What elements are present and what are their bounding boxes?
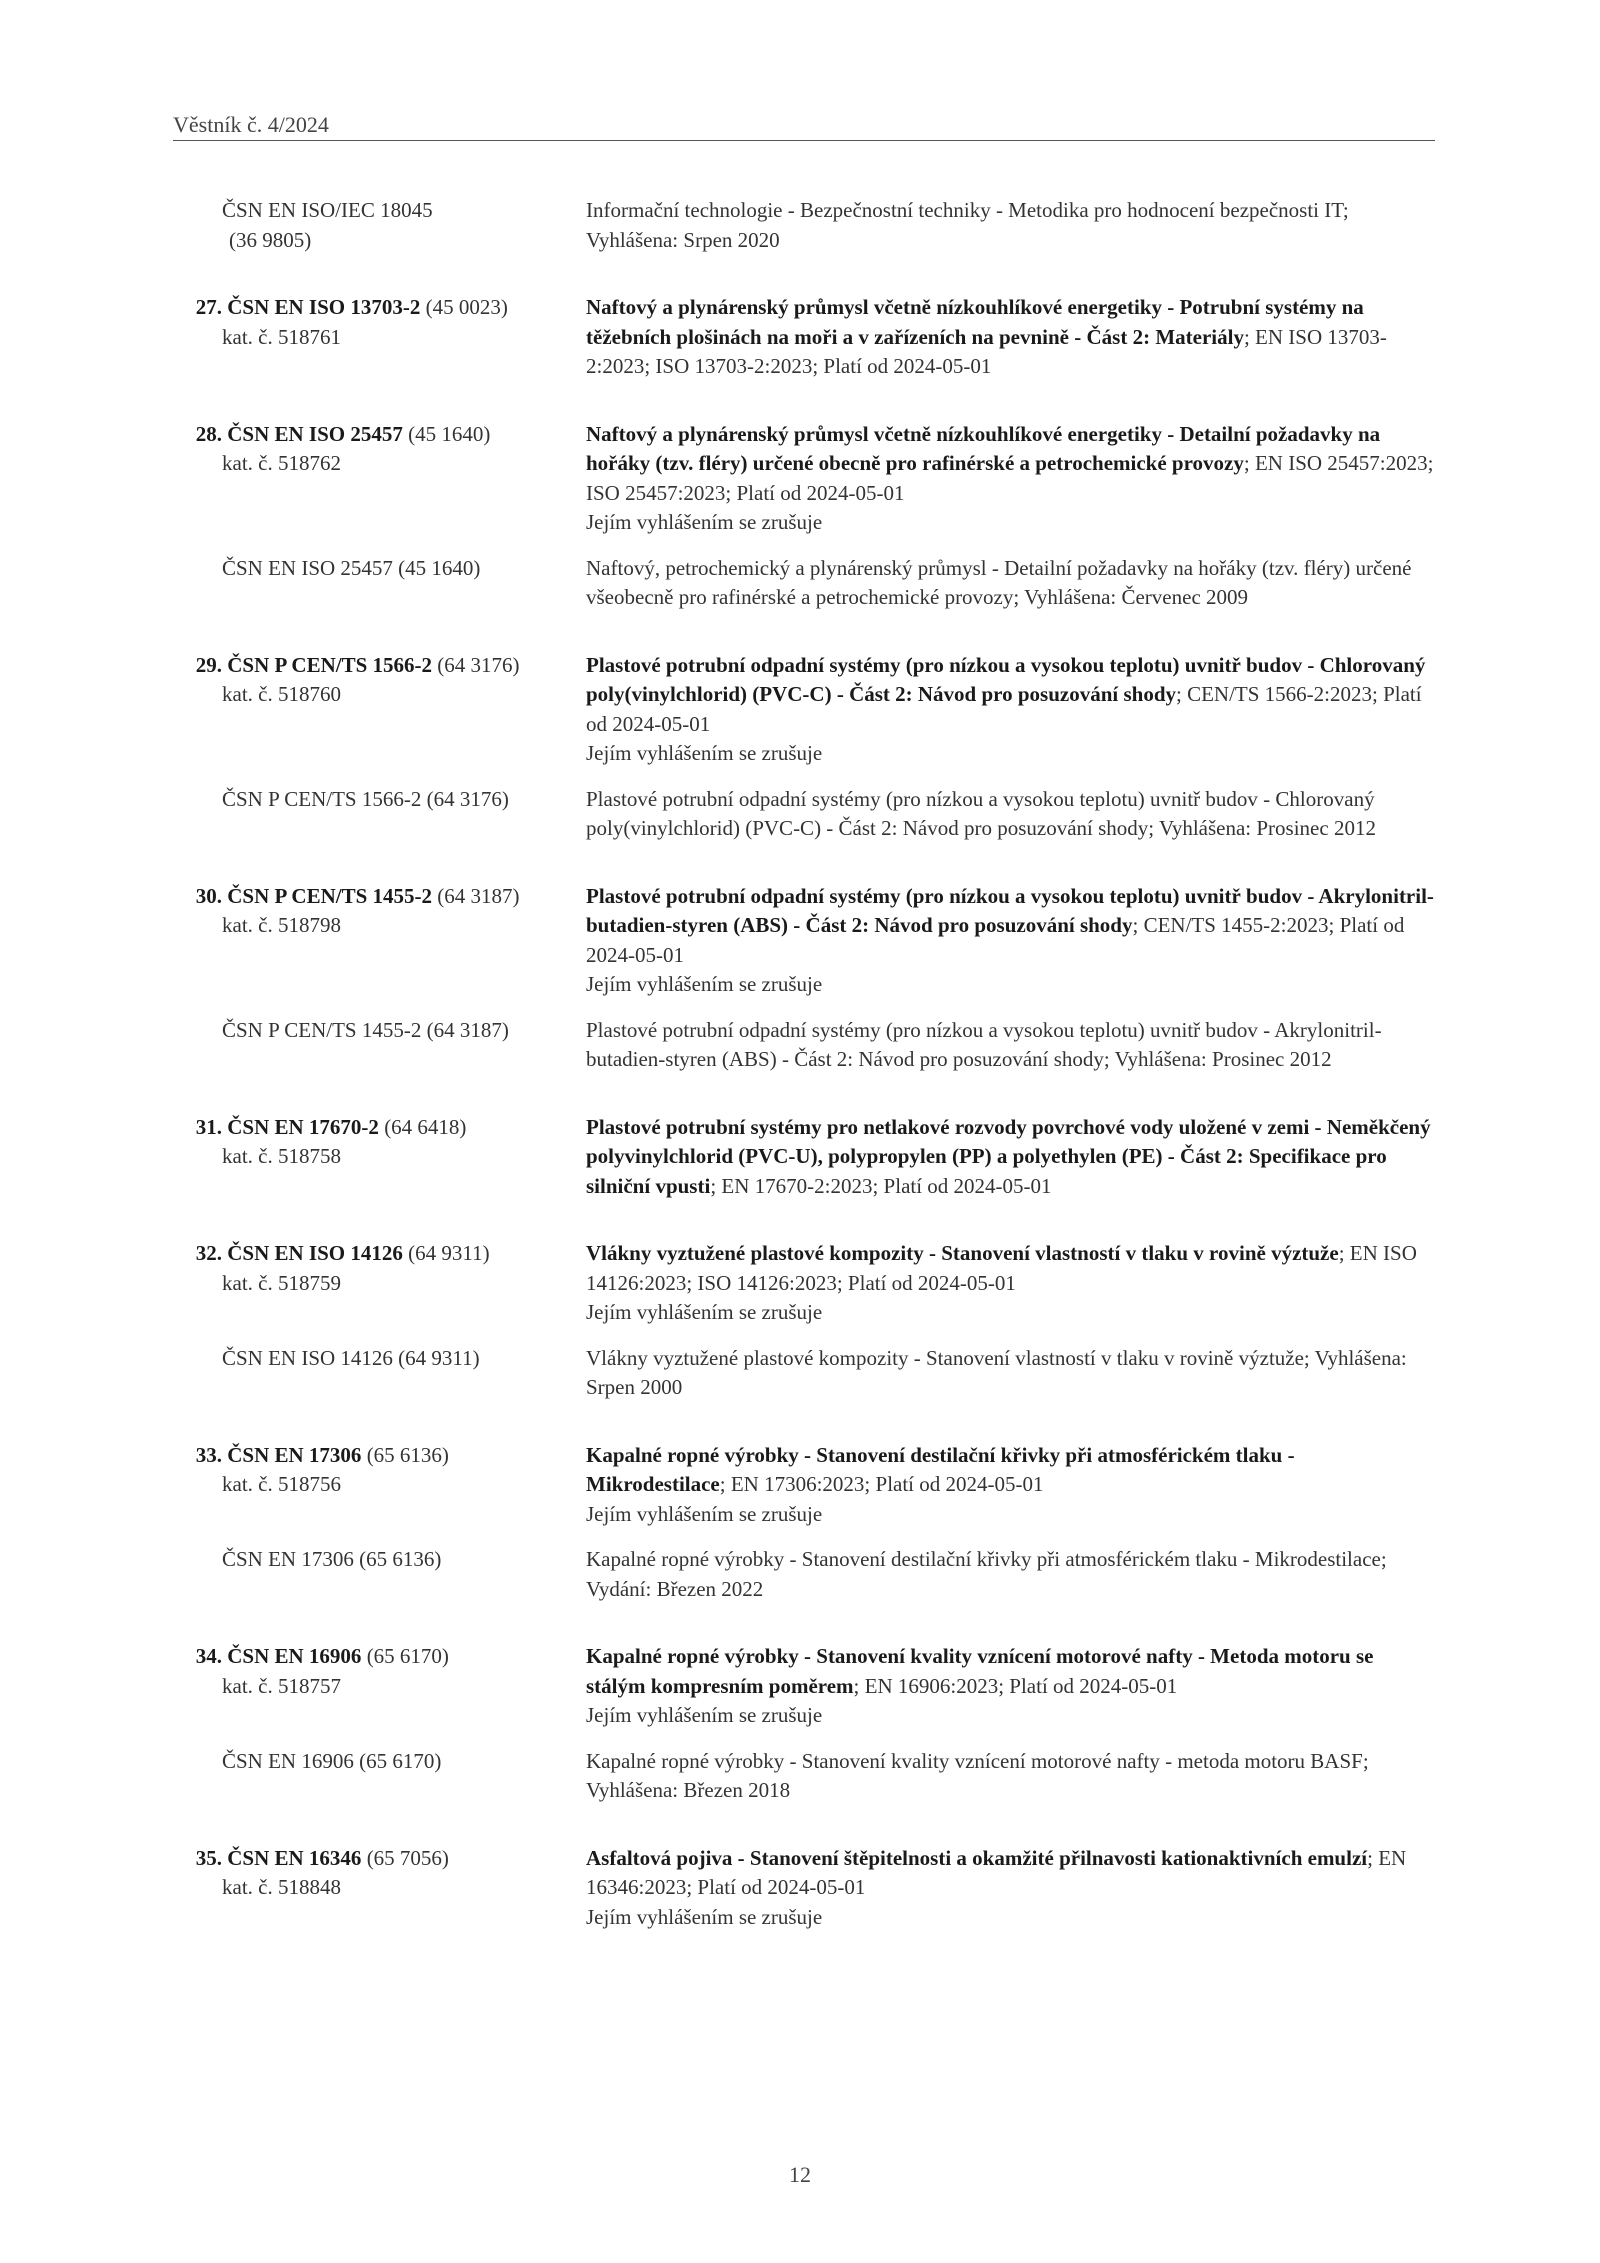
replaced-standard-code: ČSN EN 16906 (65 6170) — [222, 1748, 442, 1773]
standard-title: Vlákny vyztužené plastové kompozity - Stanovení vlastností v tlaku v rovině výztuže — [586, 1241, 1339, 1265]
entry-identifier — [173, 1441, 573, 1500]
catalog-number: kat. č. 518798 — [222, 913, 341, 937]
standard-description — [586, 651, 1436, 769]
entry-identifier — [173, 420, 573, 479]
replaced-standard — [173, 1016, 1435, 1075]
replaced-standard — [173, 1747, 1435, 1806]
standard-details: ; CEN/TS 1455-2:2023; Platí od 2024-05-01 — [586, 913, 1405, 967]
standard-title: Plastové potrubní odpadní systémy (pro nízkou a vysokou teplotu) uvnitř budov - Akrylonitril-butadien-styren (ABS) - Část 2: Návod pro posuzování shody — [586, 883, 1434, 937]
replaced-standard-code: ČSN EN ISO 25457 (45 1640) — [222, 555, 481, 580]
replaced-identifier — [173, 785, 573, 815]
standard-description — [586, 1113, 1436, 1202]
classification-code: (36 9805) — [229, 227, 312, 252]
replaced-standard — [173, 785, 1435, 844]
entry-number: 32. — [195, 1241, 222, 1265]
standard-entry — [173, 293, 1435, 382]
standard-title: Naftový a plynárenský průmysl včetně nízkouhlíkové energetiky - Potrubní systémy na těžebních plošinách na moři a v zařízeních na pevnině - Část 2: Materiály — [586, 295, 1364, 349]
standard-details: ; EN 16906:2023; Platí od 2024-05-01 — [853, 1673, 1178, 1698]
classification-code: (65 6170) — [361, 1644, 449, 1668]
replaces-note: Jejím vyhlášením se zrušuje — [586, 1703, 823, 1727]
entry-code-line — [173, 1441, 573, 1471]
standard-title: Naftový a plynárenský průmysl včetně nízkouhlíkové energetiky - Detailní požadavky na hořáky (tzv. fléry) určené obecně pro rafinérské a petrochemické provozy — [586, 421, 1381, 475]
page-header — [173, 112, 1435, 141]
standard-title: Kapalné ropné výrobky - Stanovení kvality vznícení motorové nafty - Metoda motoru se stálým kompresním poměrem — [586, 1644, 1374, 1698]
catalog-number: kat. č. 518848 — [222, 1875, 341, 1899]
replaced-standard-code: ČSN P CEN/TS 1455-2 (64 3187) — [222, 1017, 509, 1042]
entry-code-line — [173, 1642, 573, 1672]
entry-number: 28. — [195, 421, 222, 446]
standard-description — [586, 420, 1436, 538]
standard-code: ČSN EN ISO 25457 — [227, 421, 403, 446]
withdrawn-standard-entry — [173, 196, 1435, 255]
standard-entry — [173, 1239, 1435, 1403]
replaced-standard-code: ČSN EN 17306 (65 6136) — [222, 1547, 442, 1571]
standard-entry — [173, 1113, 1435, 1202]
standard-description — [586, 293, 1436, 382]
classification-code: (45 0023) — [420, 295, 508, 319]
entry-code-line — [173, 1113, 573, 1143]
entries-container — [173, 293, 1435, 1932]
classification-code: (64 3187) — [432, 883, 520, 908]
entry-code-line — [173, 651, 573, 681]
standard-description — [586, 1239, 1436, 1328]
standard-entry — [173, 882, 1435, 1075]
classification-code: (64 6418) — [378, 1114, 467, 1139]
standard-code: ČSN EN 17306 — [227, 1442, 362, 1467]
entry-identifier — [173, 882, 573, 941]
standard-code: ČSN EN 16346 — [227, 1845, 362, 1870]
replaced-standard-description: Naftový, petrochemický a plynárenský průmysl - Detailní požadavky na hořáky (tzv. fléry) určené všeobecně pro rafinérské a petrochemické provozy; Vyhlášena: Červenec 2009 — [586, 555, 1412, 609]
replaced-standard-description: Vlákny vyztužené plastové kompozity - Stanovení vlastností v tlaku v rovině výztuže; Vyhlášena: Srpen 2000 — [586, 1345, 1407, 1399]
classification-code: (65 6136) — [361, 1442, 449, 1467]
journal-title: Věstník č. 4/2024 — [173, 112, 329, 137]
replaced-identifier — [173, 554, 573, 584]
replaces-note: Jejím vyhlášením se zrušuje — [586, 741, 823, 765]
entry-identifier — [173, 293, 573, 352]
classification-code: (45 1640) — [402, 421, 491, 446]
replaces-note: Jejím vyhlášením se zrušuje — [586, 972, 823, 996]
standard-entry — [173, 420, 1435, 613]
standard-title: Plastové potrubní systémy pro netlakové rozvody povrchové vody uložené v zemi - Neměkčený polyvinylchlorid (PVC-U), polypropylen (PP) a polyethylen (PE) - Část 2: Specifikace pro silniční vpusti — [586, 1114, 1431, 1198]
classification-code: (65 7056) — [361, 1845, 449, 1870]
catalog-number: kat. č. 518756 — [222, 1472, 341, 1496]
standard-code: ČSN EN ISO/IEC 18045 — [222, 198, 433, 222]
entry-code-line — [173, 882, 573, 912]
entry-identifier — [173, 1239, 573, 1298]
standards-list — [173, 196, 1435, 1970]
standard-description — [586, 1441, 1436, 1530]
standard-title: Kapalné ropné výrobky - Stanovení destilační křivky při atmosférickém tlaku - Mikrodestilace — [586, 1442, 1295, 1496]
replaced-standard-description: Kapalné ropné výrobky - Stanovení kvality vznícení motorové nafty - metoda motoru BASF; Vyhlášena: Březen 2018 — [586, 1748, 1369, 1802]
classification-code: (64 3176) — [432, 652, 520, 677]
replaces-note: Jejím vyhlášením se zrušuje — [586, 1904, 823, 1929]
standard-details: ; EN ISO 14126:2023; ISO 14126:2023; Platí od 2024-05-01 — [586, 1241, 1417, 1295]
replaces-note: Jejím vyhlášením se zrušuje — [586, 510, 823, 534]
catalog-number: kat. č. 518759 — [222, 1270, 341, 1295]
standard-description — [586, 1844, 1436, 1933]
standard-code: ČSN P CEN/TS 1455-2 — [227, 883, 433, 908]
entry-number: 33. — [195, 1442, 222, 1467]
replaced-standard-code: ČSN P CEN/TS 1566-2 (64 3176) — [222, 786, 509, 811]
classification-code: (64 9311) — [402, 1241, 490, 1265]
entry-number: 35. — [195, 1845, 222, 1870]
entry-code-line — [173, 1844, 573, 1874]
replaced-standard — [173, 1545, 1435, 1604]
page-number: 12 — [789, 2162, 811, 2187]
standard-details: ; EN 17306:2023; Platí od 2024-05-01 — [719, 1472, 1044, 1496]
replaces-note: Jejím vyhlášením se zrušuje — [586, 1501, 823, 1526]
entry-number: 34. — [195, 1644, 222, 1668]
entry-number: 29. — [195, 652, 222, 677]
replaced-identifier — [173, 1545, 573, 1575]
replaces-note: Jejím vyhlášením se zrušuje — [586, 1300, 823, 1324]
entry-identifier — [173, 196, 573, 255]
entry-number: 30. — [195, 883, 222, 908]
entry-identifier — [173, 1844, 573, 1903]
replaced-standard-description: Plastové potrubní odpadní systémy (pro nízkou a vysokou teplotu) uvnitř budov - Akrylonitril-butadien-styren (ABS) - Část 2: Návod pro posuzování shody; Vyhlášena: Prosinec 2012 — [586, 1017, 1382, 1071]
standard-description: Informační technologie - Bezpečnostní techniky - Metodika pro hodnocení bezpečnosti IT; Vyhlášena: Srpen 2020 — [586, 198, 1349, 252]
replaced-standard — [173, 1344, 1435, 1403]
standard-entry — [173, 1844, 1435, 1933]
replaced-standard-description: Kapalné ropné výrobky - Stanovení destilační křivky při atmosférickém tlaku - Mikrodestilace; Vydání: Březen 2022 — [586, 1547, 1387, 1601]
entry-code-line — [173, 1239, 573, 1269]
replaced-identifier — [173, 1344, 573, 1374]
entry-number: 31. — [195, 1114, 222, 1139]
entry-code-line — [173, 293, 573, 323]
replaced-standard-description: Plastové potrubní odpadní systémy (pro nízkou a vysokou teplotu) uvnitř budov - Chlorovaný poly(vinylchlorid) (PVC-C) - Část 2: Návod pro posuzování shody; Vyhlášena: Prosinec 2012 — [586, 786, 1376, 840]
catalog-number: kat. č. 518758 — [222, 1144, 341, 1168]
entry-identifier — [173, 651, 573, 710]
standard-code: ČSN P CEN/TS 1566-2 — [227, 652, 433, 677]
standard-code: ČSN EN ISO 14126 — [227, 1241, 403, 1265]
standard-details: ; EN ISO 25457:2023; ISO 25457:2023; Platí od 2024-05-01 — [586, 451, 1434, 505]
standard-entry — [173, 651, 1435, 844]
standard-details: ; EN ISO 13703-2:2023; ISO 13703-2:2023; Platí od 2024-05-01 — [586, 324, 1387, 378]
catalog-number: kat. č. 518762 — [222, 451, 341, 475]
replaced-identifier — [173, 1016, 573, 1046]
standard-code: ČSN EN ISO 13703-2 — [227, 295, 421, 319]
standard-title: Plastové potrubní odpadní systémy (pro nízkou a vysokou teplotu) uvnitř budov - Chlorovaný poly(vinylchlorid) (PVC-C) - Část 2: Návod pro posuzování shody — [586, 652, 1426, 706]
entry-number: 27. — [195, 295, 222, 319]
catalog-number: kat. č. 518760 — [222, 682, 341, 706]
entry-identifier — [173, 1642, 573, 1701]
standard-title: Asfaltová pojiva - Stanovení štěpitelnosti a okamžité přilnavosti kationaktivních emulzí — [586, 1845, 1368, 1870]
standard-description — [586, 882, 1436, 1000]
catalog-number: kat. č. 518757 — [222, 1673, 341, 1698]
standard-code: ČSN EN 17670-2 — [227, 1114, 379, 1139]
standard-entry — [173, 1441, 1435, 1605]
replaced-identifier — [173, 1747, 573, 1777]
entry-code-line — [173, 420, 573, 450]
standard-code: ČSN EN 16906 — [227, 1644, 362, 1668]
standard-details: ; CEN/TS 1566-2:2023; Platí od 2024-05-01 — [586, 682, 1422, 736]
replaced-standard-code: ČSN EN ISO 14126 (64 9311) — [222, 1345, 480, 1370]
catalog-number: kat. č. 518761 — [222, 324, 341, 349]
standard-details: ; EN 17670-2:2023; Platí od 2024-05-01 — [710, 1173, 1052, 1198]
standard-entry — [173, 1642, 1435, 1806]
entry-identifier — [173, 1113, 573, 1172]
standard-description — [586, 1642, 1436, 1731]
replaced-standard — [173, 554, 1435, 613]
standard-details: ; EN 16346:2023; Platí od 2024-05-01 — [586, 1845, 1407, 1899]
